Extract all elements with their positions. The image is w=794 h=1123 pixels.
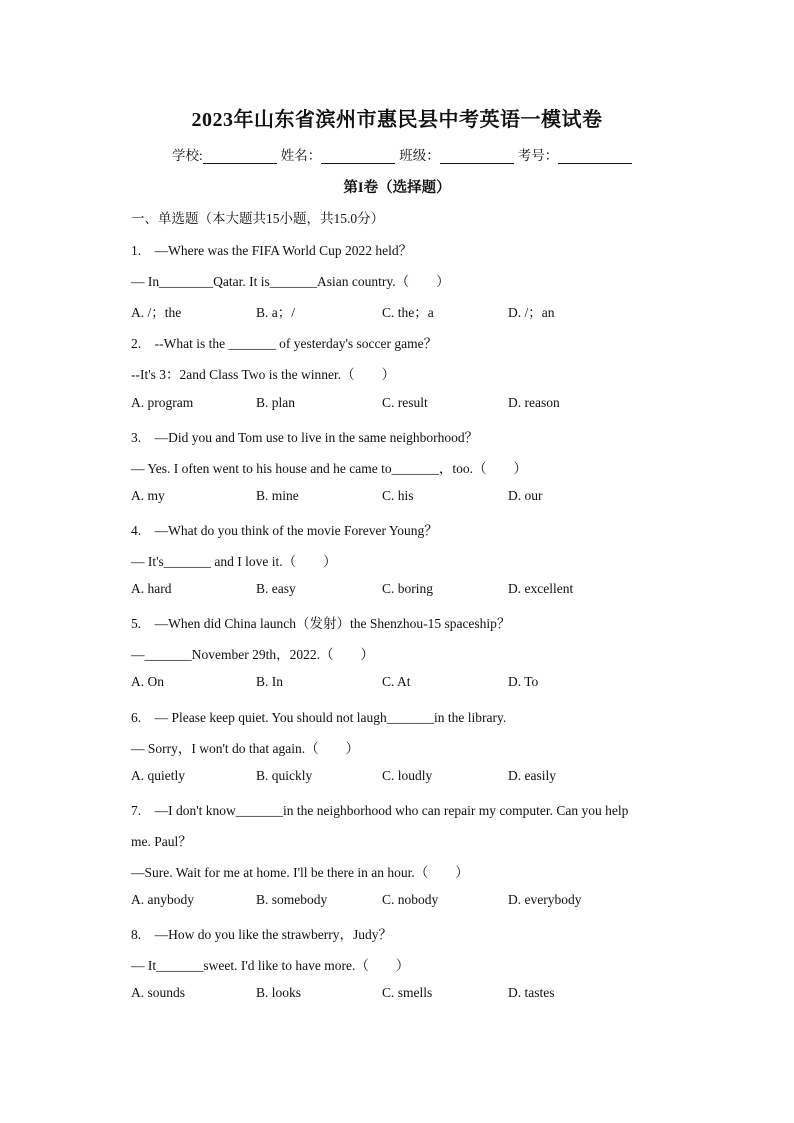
question-3-option-b[interactable]: B. mine xyxy=(256,487,299,503)
question-2-option-a[interactable]: A. program xyxy=(131,394,194,410)
question-5-options xyxy=(131,674,651,692)
question-4-option-d[interactable]: D. excellent xyxy=(508,581,574,597)
question-2-line-2: --It's 3：2and Class Two is the winner.（ ） xyxy=(131,367,396,383)
page-title: 2023年山东省滨州市惠民县中考英语一模试卷 xyxy=(191,109,603,131)
question-6-options xyxy=(131,768,651,786)
student-info-row xyxy=(172,144,636,164)
question-5-option-d[interactable]: D. To xyxy=(508,674,539,690)
question-1-option-b[interactable]: B. a；/ xyxy=(256,305,295,321)
question-6-line-2: — Sorry，I won't do that again.（ ） xyxy=(131,740,360,756)
question-1-option-a[interactable]: A. /；the xyxy=(131,305,182,321)
name-blank xyxy=(321,149,395,164)
class-blank xyxy=(440,149,514,164)
question-2-line-1: 2. --What is the _______ of yesterday's soccer game？ xyxy=(131,336,438,352)
question-8-options xyxy=(131,985,651,1003)
exam-no-blank xyxy=(558,149,632,164)
question-1-option-d[interactable]: D. /；an xyxy=(508,305,555,321)
question-1-line-2: — In________Qatar. It is_______Asian country.（ ） xyxy=(131,274,450,290)
question-7-option-a[interactable]: A. anybody xyxy=(131,892,194,908)
question-2-option-b[interactable]: B. plan xyxy=(256,394,295,410)
question-2-options xyxy=(131,395,651,413)
exam-no-label: 考号： xyxy=(517,148,559,163)
question-6-option-a[interactable]: A. quietly xyxy=(131,767,185,783)
question-5-line-1: 5. —When did China launch（发射）the Shenzhou-15 spaceship？ xyxy=(131,616,511,632)
question-8-option-b[interactable]: B. looks xyxy=(256,985,302,1001)
question-2-option-c[interactable]: C. result xyxy=(382,394,428,410)
question-4-options xyxy=(131,581,651,599)
question-5-line-2: —_______November 29th，2022.（ ） xyxy=(131,647,374,663)
question-3-option-a[interactable]: A. my xyxy=(131,487,165,503)
question-7-option-d[interactable]: D. everybody xyxy=(508,892,582,908)
question-1-option-c[interactable]: C. the；a xyxy=(382,305,434,321)
question-1-line-1: 1. —Where was the FIFA World Cup 2022 held？ xyxy=(131,243,413,258)
question-7-line-2: me. Paul？ xyxy=(131,833,192,849)
question-8-option-d[interactable]: D. tastes xyxy=(508,985,555,1001)
class-label: 班级： xyxy=(399,148,440,163)
section-title: 第I卷（选择题） xyxy=(343,180,451,196)
question-7-options xyxy=(131,892,651,910)
question-5-option-c[interactable]: C. At xyxy=(382,674,411,690)
school-label: 学校: xyxy=(172,148,203,163)
question-7-option-b[interactable]: B. somebody xyxy=(256,892,328,908)
question-6-option-c[interactable]: C. loudly xyxy=(382,767,433,783)
question-4-option-a[interactable]: A. hard xyxy=(131,581,172,597)
question-2-option-d[interactable]: D. reason xyxy=(508,394,560,410)
question-8-line-1: 8. —How do you like the strawberry，Judy？ xyxy=(131,927,392,943)
question-3-line-2: — Yes. I often went to his house and he came to_______，too.（ ） xyxy=(131,460,527,476)
question-3-line-1: 3. —Did you and Tom use to live in the same neighborhood？ xyxy=(131,429,479,445)
name-label: 姓名： xyxy=(280,148,322,163)
question-4-line-1: 4. —What do you think of the movie Forever Young？ xyxy=(131,522,438,538)
question-6-option-b[interactable]: B. quickly xyxy=(256,767,313,783)
question-4-option-c[interactable]: C. boring xyxy=(382,581,434,597)
question-4-option-b[interactable]: B. easy xyxy=(256,581,296,597)
question-8-option-c[interactable]: C. smells xyxy=(382,985,433,1001)
question-4-line-2: — It's_______ and I love it.（ ） xyxy=(131,554,337,569)
question-7-line-1: 7. —I don't know_______in the neighborhood who can repair my computer. Can you help xyxy=(131,802,629,818)
question-8-option-a[interactable]: A. sounds xyxy=(131,985,186,1001)
question-3-option-c[interactable]: C. his xyxy=(382,487,414,503)
question-6-option-d[interactable]: D. easily xyxy=(508,767,556,783)
question-8-line-2: — It_______sweet. I'd like to have more.（ ） xyxy=(131,958,410,974)
part-heading: 一、单选题（本大题共15小题，共15.0分） xyxy=(131,211,385,226)
question-3-options xyxy=(131,488,651,506)
question-5-option-a[interactable]: A. On xyxy=(131,674,164,690)
question-1-options xyxy=(131,301,651,319)
school-blank xyxy=(203,149,277,164)
question-3-option-d[interactable]: D. our xyxy=(508,487,543,503)
question-7-line-3: —Sure. Wait for me at home. I'll be there in an hour.（ ） xyxy=(131,865,469,880)
question-7-option-c[interactable]: C. nobody xyxy=(382,892,439,908)
question-6-line-1: 6. — Please keep quiet. You should not laugh_______in the library. xyxy=(131,709,507,725)
question-5-option-b[interactable]: B. In xyxy=(256,674,283,690)
